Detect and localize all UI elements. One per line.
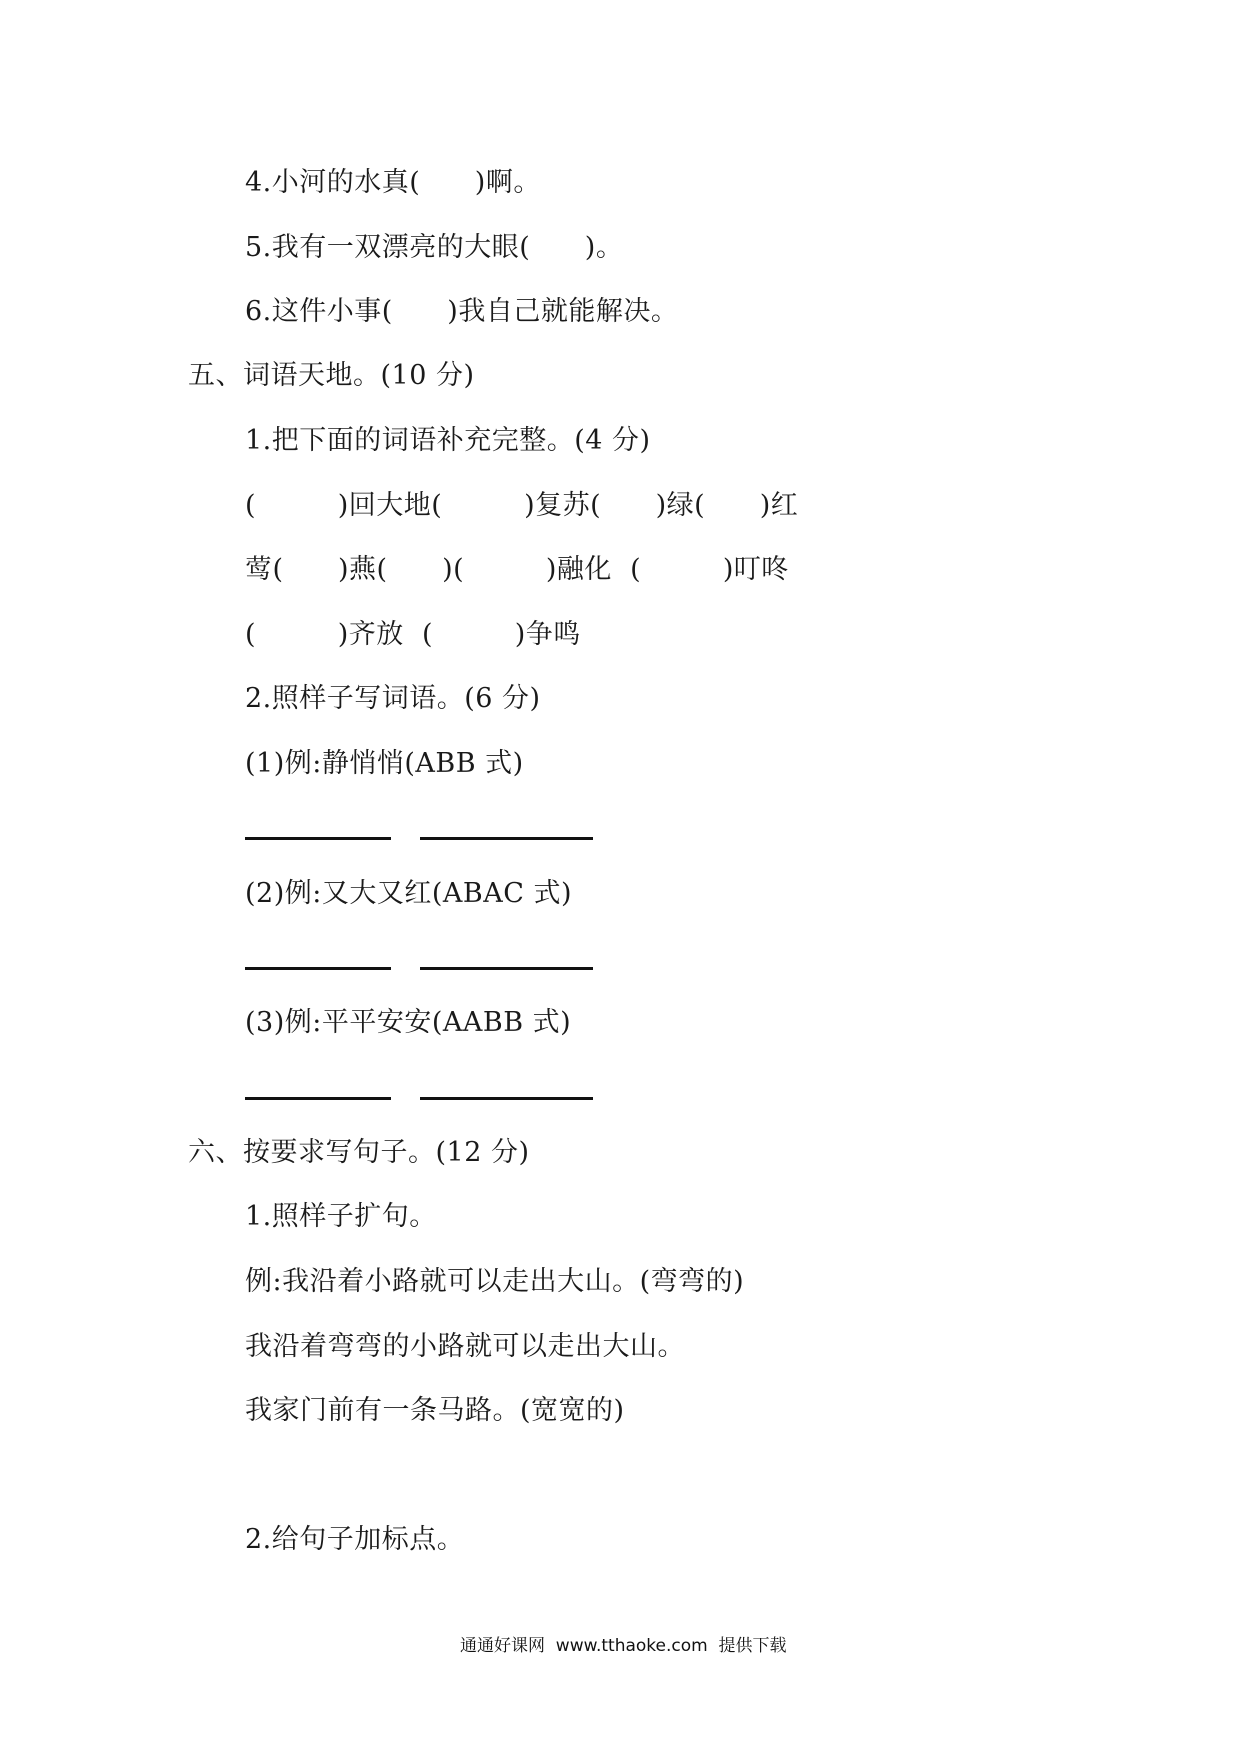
section-6-title: 六、按要求写句子。(12 分) (188, 1137, 530, 1168)
answer-line-1a (245, 837, 391, 840)
section-5-title: 五、词语天地。(10 分) (188, 360, 475, 391)
expand-example: 例:我沿着小路就可以走出大山。(弯弯的) (245, 1266, 745, 1297)
example-abac: (2)例:又大又红(ABAC 式) (245, 878, 572, 909)
question-6: 6.这件小事( )我自己就能解决。 (245, 296, 679, 327)
expand-question: 我家门前有一条马路。(宽宽的) (245, 1395, 625, 1426)
example-abb: (1)例:静悄悄(ABB 式) (245, 748, 524, 779)
fill-words-row-1: ( )回大地( )复苏( )绿( )红 (245, 490, 799, 521)
footer-credit: 通通好课网 www.tthaoke.com 提供下载 (460, 1636, 787, 1656)
section-6-part-2-title: 2.给句子加标点。 (245, 1524, 465, 1555)
question-4: 4.小河的水真( )啊。 (245, 167, 541, 198)
section-6-part-1-title: 1.照样子扩句。 (245, 1201, 437, 1232)
answer-line-2a (245, 967, 391, 970)
fill-words-row-3: ( )齐放 ( )争鸣 (245, 619, 581, 650)
fill-words-row-2: 莺( )燕( )( )融化 ( )叮咚 (245, 554, 789, 585)
answer-line-3a (245, 1097, 391, 1100)
question-5: 5.我有一双漂亮的大眼( )。 (245, 232, 624, 263)
answer-line-1b (420, 837, 593, 840)
section-5-part-2-title: 2.照样子写词语。(6 分) (245, 683, 541, 714)
expand-example-answer: 我沿着弯弯的小路就可以走出大山。 (245, 1331, 685, 1362)
answer-line-2b (420, 967, 593, 970)
example-aabb: (3)例:平平安安(AABB 式) (245, 1007, 572, 1038)
section-5-part-1-title: 1.把下面的词语补充完整。(4 分) (245, 425, 651, 456)
answer-line-3b (420, 1097, 593, 1100)
